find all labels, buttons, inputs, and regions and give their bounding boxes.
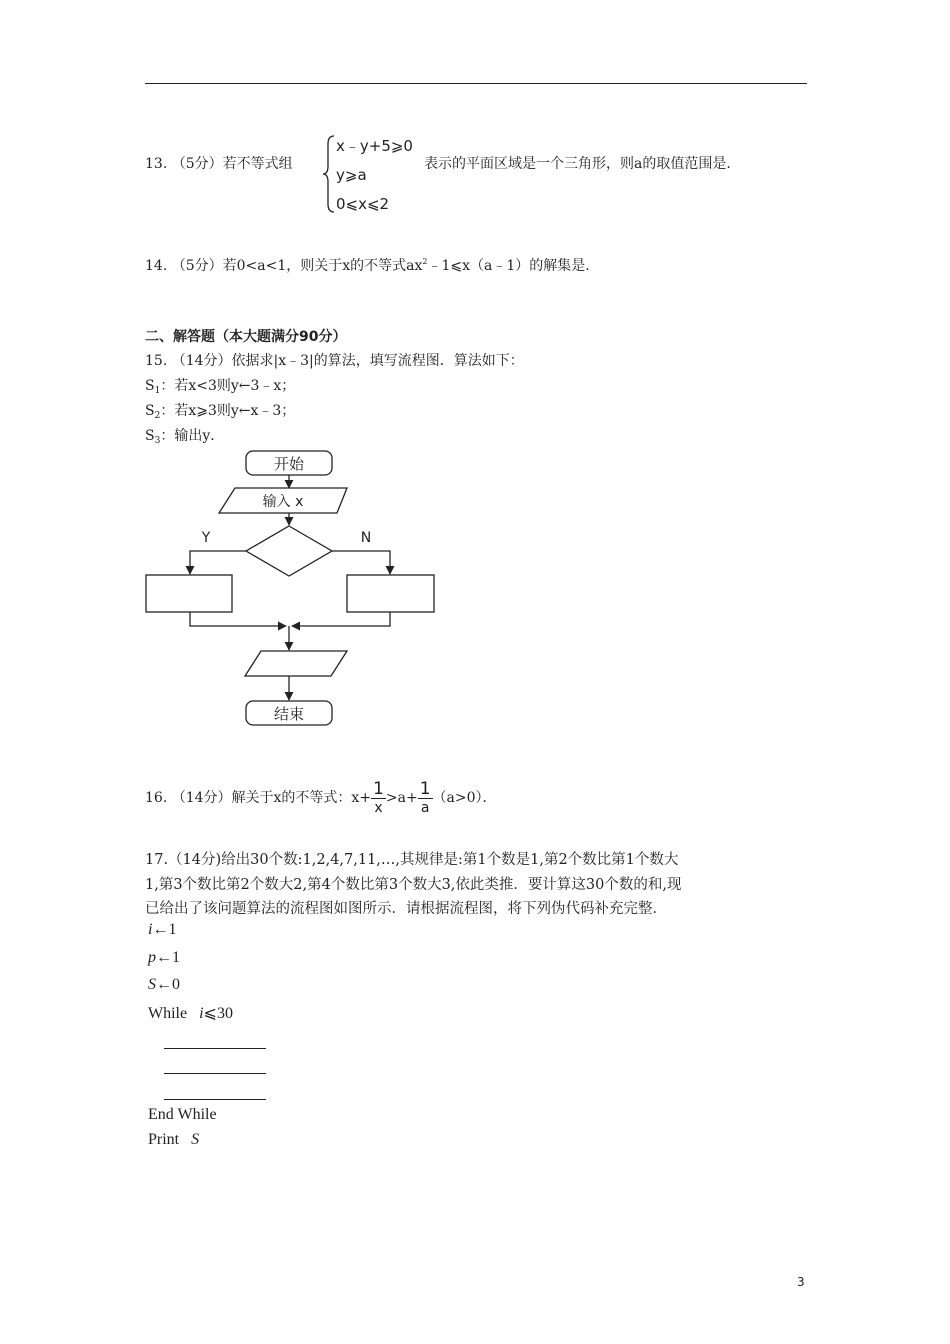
q15-stem: 15. （14分）依据求|x﹣3|的算法，填写流程图．算法如下：: [145, 353, 524, 369]
fraction-1-over-a: [418, 780, 433, 817]
q13-equation-1: x﹣y+5⩾0: [336, 137, 413, 155]
q13-equation-3: 0⩽x⩽2: [336, 195, 390, 213]
code-text: ←1: [152, 921, 177, 938]
brace-icon: [322, 134, 336, 214]
step-label: S: [145, 403, 155, 419]
code-variable: i: [199, 1005, 204, 1022]
flow-end-label: 结束: [273, 705, 305, 723]
flow-yes-label: Y: [201, 530, 211, 546]
flow-start-label: 开始: [273, 455, 305, 473]
code-text: ⩽30: [203, 1005, 233, 1022]
q15-step-1: [145, 376, 295, 401]
code-variable: i: [148, 921, 153, 938]
code-variable: p: [148, 949, 156, 966]
q14-part2: ﹣1⩽x（a﹣1）的解集是.: [427, 258, 590, 274]
flow-right-box: [347, 575, 434, 612]
code-line-6: [148, 1130, 199, 1150]
code-line-4: [148, 1004, 233, 1024]
q17-line-1: 17.（14分)给出30个数:1,2,4,7,11,…,其规律是:第1个数是1,第2个数比第1个数大: [145, 852, 679, 868]
fraction-1-over-x: [371, 780, 386, 817]
code-keyword: While: [148, 1005, 188, 1022]
q17-line-2: 1,第3个数比第2个数大2,第4个数比第3个数大3,依此类推．要计算这30个数的和,现: [145, 877, 682, 893]
flowchart: [140, 445, 450, 735]
step-text: ：若x⩾3则y←x﹣3；: [160, 403, 296, 419]
step-label: S: [145, 378, 155, 394]
q13-suffix: 表示的平面区域是一个三角形，则a的取值范围是.: [424, 156, 731, 172]
step-text: ：输出y．: [160, 428, 225, 444]
fraction-denominator: x: [374, 799, 383, 816]
q15-step-2: [145, 401, 295, 426]
fraction-numerator: 1: [373, 778, 384, 799]
code-text: ←0: [156, 976, 180, 993]
flow-input-label: 输入 x: [262, 494, 304, 510]
step-subscript: 2: [154, 411, 161, 421]
code-line-3: [148, 975, 180, 995]
code-variable: S: [191, 1131, 200, 1148]
answer-blank-3[interactable]: [164, 1099, 266, 1100]
step-subscript: 1: [154, 386, 161, 396]
q14-part1: 14. （5分）若0<a<1，则关于x的不等式ax: [145, 258, 423, 274]
q16-prefix: 16. （14分）解关于x的不等式：x+: [145, 790, 372, 806]
flow-no-label: N: [360, 530, 372, 546]
page-number: 3: [797, 1275, 805, 1289]
code-text: ←1: [156, 949, 180, 966]
step-text: ：若x<3则y←3﹣x；: [160, 378, 296, 394]
q13-equation-2: y⩾a: [336, 166, 367, 184]
q16-suffix: （a>0）．: [432, 790, 497, 806]
header-rule: [145, 83, 807, 84]
flow-output-box: [245, 651, 347, 676]
code-line-5: End While: [148, 1106, 217, 1123]
answer-blank-2[interactable]: [164, 1073, 266, 1074]
q17-line-3: 已给出了该问题算法的流程图如图所示．请根据流程图，将下列伪代码补充完整．: [145, 901, 667, 917]
answer-blank-1[interactable]: [164, 1048, 266, 1049]
q16-middle: >a+: [385, 790, 418, 806]
flow-decision: [246, 526, 332, 576]
q16-text: [145, 776, 497, 820]
fraction-denominator: a: [420, 799, 430, 816]
code-keyword: Print: [148, 1131, 180, 1148]
flow-left-box: [146, 575, 232, 612]
code-variable: S: [148, 976, 156, 993]
step-subscript: 3: [154, 436, 161, 446]
q14-exponent: 2: [422, 257, 428, 266]
section-title: 二、解答题（本大题满分90分）: [145, 329, 347, 345]
q13-prefix: 13. （5分）若不等式组: [145, 156, 293, 172]
fraction-numerator: 1: [419, 778, 431, 799]
code-line-2: [148, 948, 180, 968]
code-line-1: [148, 920, 176, 940]
step-label: S: [145, 428, 155, 444]
q14-text: [145, 252, 590, 276]
